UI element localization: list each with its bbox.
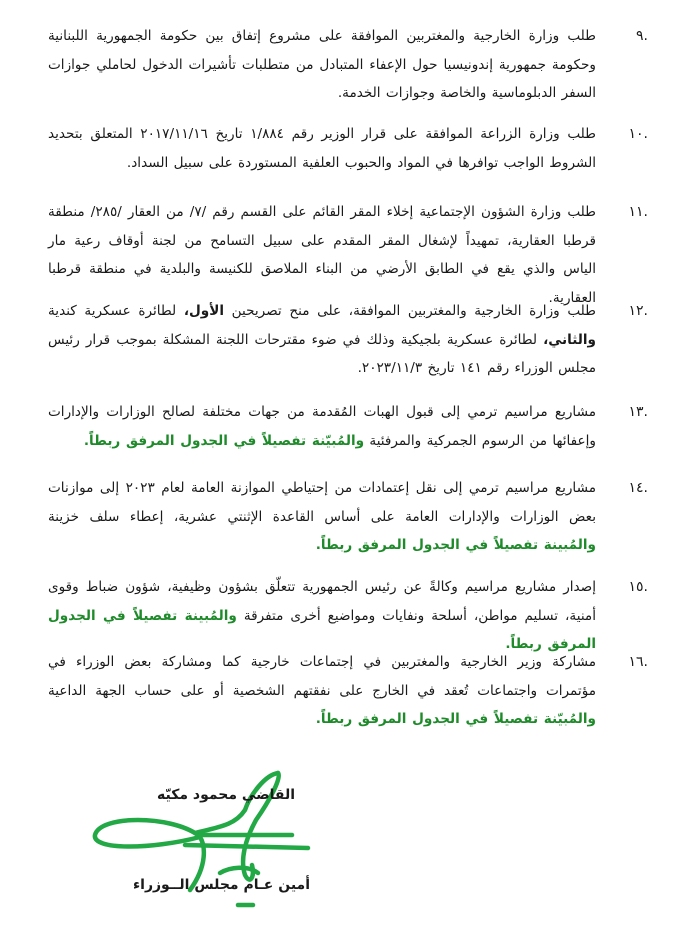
- agenda-item-14: [28, 474, 648, 560]
- item-text-bold: والثاني،: [543, 331, 596, 348]
- item-text-bold: الأول،: [183, 303, 225, 319]
- item-text-part: لطائرة عسكرية كندية: [48, 303, 184, 319]
- agenda-item-10: [28, 120, 648, 177]
- item-text: [48, 198, 596, 312]
- signature-block: [60, 755, 360, 925]
- item-text-highlight: والمُبينة تفصيلاً في الجدول المرفق ربطاً.: [315, 537, 596, 553]
- item-text: [48, 648, 596, 734]
- agenda-item-16: [28, 648, 648, 734]
- item-text-part: إصدار مشاريع مراسيم وكالةً عن رئيس الجمهورية تتعلّق بشؤون وظيفية، شؤون ضباط وقوى أمنية، تسليم مواطن، أسلحة ونفايات ومواضيع أخرى متفرقة: [48, 579, 596, 624]
- item-text-part: طلب وزارة الخارجية والمغتربين الموافقة على مشروع إتفاق بين حكومة الجمهورية اللبنانية وحكومة جمهورية إندونيسيا حول الإعفاء المتبادل من متطلبات تأشيرات الدخول لحاملي جوازات السفر الدبلوماسية والخاصة وجوازات الخدمة.: [48, 28, 596, 101]
- item-text-part: لطائرة عسكرية بلجيكية وذلك في ضوء مقترحات اللجنة المشكلة بموجب قرار رئيس مجلس الوزراء رقم ١٤١ تاريخ ٢٠٢٣/١١/٣.: [48, 331, 596, 376]
- signatory-name: القاضي محمود مكيّه: [157, 787, 295, 803]
- agenda-item-13: [28, 398, 648, 455]
- item-text: [48, 297, 596, 383]
- item-number: .١٢: [628, 303, 648, 319]
- item-text-highlight: والمُبينة تفصيلاً في الجدول المرفق ربطاً.: [48, 607, 596, 652]
- agenda-item-9: [28, 22, 648, 108]
- item-number: .١٣: [628, 404, 648, 420]
- item-text-highlight: والمُبيّنة تفصيلاً في الجدول المرفق ربطاً.: [315, 711, 596, 727]
- item-text-part: طلب وزارة الشؤون الإجتماعية إخلاء المقر القائم على القسم رقم /٧/ من العقار /٢٨٥/ منطقة قرطبا العقارية، تمهيداً لإشغال المقر المقدم على سبيل التسامح من لجنة أوقاف رعية مار الياس والذي يقع في الطابق الأرضي من البناء الملاصق للكنيسة والبلدية في منطقة قرطبا العقارية.: [48, 204, 596, 306]
- item-text-highlight: والمُبيّنة تفصيلاً في الجدول المرفق ربطاً.: [83, 432, 365, 449]
- item-number: .١٦: [628, 654, 648, 670]
- handwritten-signature: [60, 755, 360, 925]
- item-text-part: مشاريع مراسيم ترمي إلى قبول الهبات المُقدمة من جهات مختلفة لصالح الوزارات والإدارات وإعفائها من الرسوم الجمركية والمرفئية: [48, 404, 596, 449]
- item-text: [48, 398, 596, 455]
- item-text: [48, 22, 596, 108]
- item-number: .٩: [636, 28, 648, 44]
- item-text-part: طلب وزارة الخارجية والمغتربين الموافقة، على منح تصريحين: [224, 303, 596, 319]
- item-text: [48, 573, 596, 659]
- item-number: .١٤: [628, 480, 648, 496]
- item-text: [48, 474, 596, 560]
- signatory-title: أمين عـام مجلس الــوزراء: [132, 877, 310, 893]
- item-text-part: مشاركة وزير الخارجية والمغتربين في إجتماعات خارجية كما ومشاركة بعض الوزراء في مؤتمرات واجتماعات تُعقد في الخارج على نفقتهم الشخصية أو على حساب الجهة الداعية: [48, 654, 596, 699]
- item-number: .١٥: [628, 579, 648, 595]
- item-number: .١١: [628, 204, 648, 220]
- item-text-part: طلب وزارة الزراعة الموافقة على قرار الوزير رقم ١/٨٨٤ تاريخ ٢٠١٧/١١/١٦ المتعلق بتحديد الشروط الواجب توافرها في المواد والحبوب العلفية المستوردة على سبيل السداد.: [48, 126, 596, 171]
- agenda-item-12: [28, 297, 648, 383]
- agenda-item-15: [28, 573, 648, 659]
- agenda-item-11: [28, 198, 648, 312]
- item-text: [48, 120, 596, 177]
- item-number: .١٠: [628, 126, 648, 142]
- item-text-part: مشاريع مراسيم ترمي إلى نقل إعتمادات من إحتياطي الموازنة العامة لعام ٢٠٢٣ إلى موازنات بعض الوزارات والإدارات العامة على أساس القاعدة الإثنتي عشرية، إعطاء سلف خزينة: [48, 480, 596, 525]
